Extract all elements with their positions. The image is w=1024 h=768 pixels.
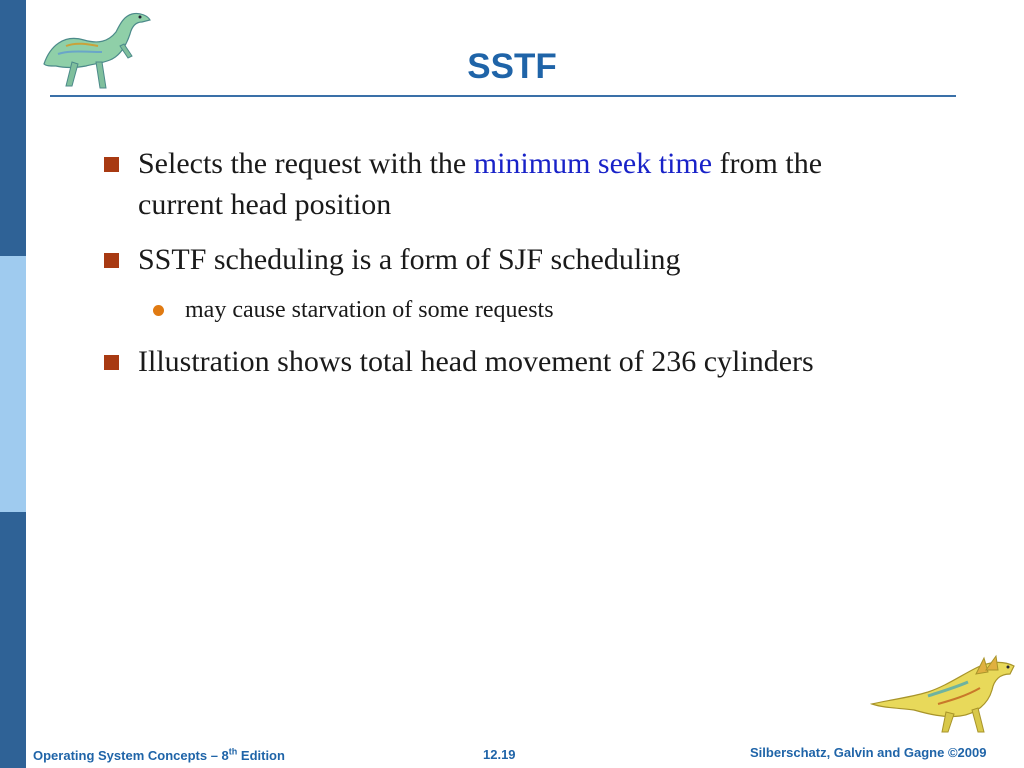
bullet-head-movement: Illustration shows total head movement of 236 cylinders [138, 345, 814, 378]
slide-title: SSTF [467, 47, 557, 86]
bullet-minimum-seek-time [138, 143, 822, 185]
dinosaur-icon [868, 652, 1018, 738]
square-bullet-icon [104, 355, 119, 370]
highlight-text: minimum seek time [473, 147, 713, 180]
bullet-text: from the [712, 147, 823, 180]
page-number: 12.19 [483, 747, 516, 762]
footer-copyright: Silberschatz, Galvin and Gagne ©2009 [750, 745, 987, 760]
square-bullet-icon [104, 157, 119, 172]
footer-course-title [33, 748, 285, 764]
sub-bullet-starvation: may cause starvation of some requests [185, 297, 554, 323]
bullet-sstf-sjf: SSTF scheduling is a form of SJF scheduling [138, 243, 681, 276]
footer-course-prefix: Operating System Concepts – 8 [33, 748, 229, 763]
square-bullet-icon [104, 253, 119, 268]
bullet-text: Selects the request with the [138, 147, 474, 180]
footer-course-suffix: Edition [237, 748, 285, 763]
bullet-continuation: current head position [138, 188, 392, 221]
footer-edition-superscript: th [228, 746, 238, 757]
round-bullet-icon [153, 305, 164, 316]
